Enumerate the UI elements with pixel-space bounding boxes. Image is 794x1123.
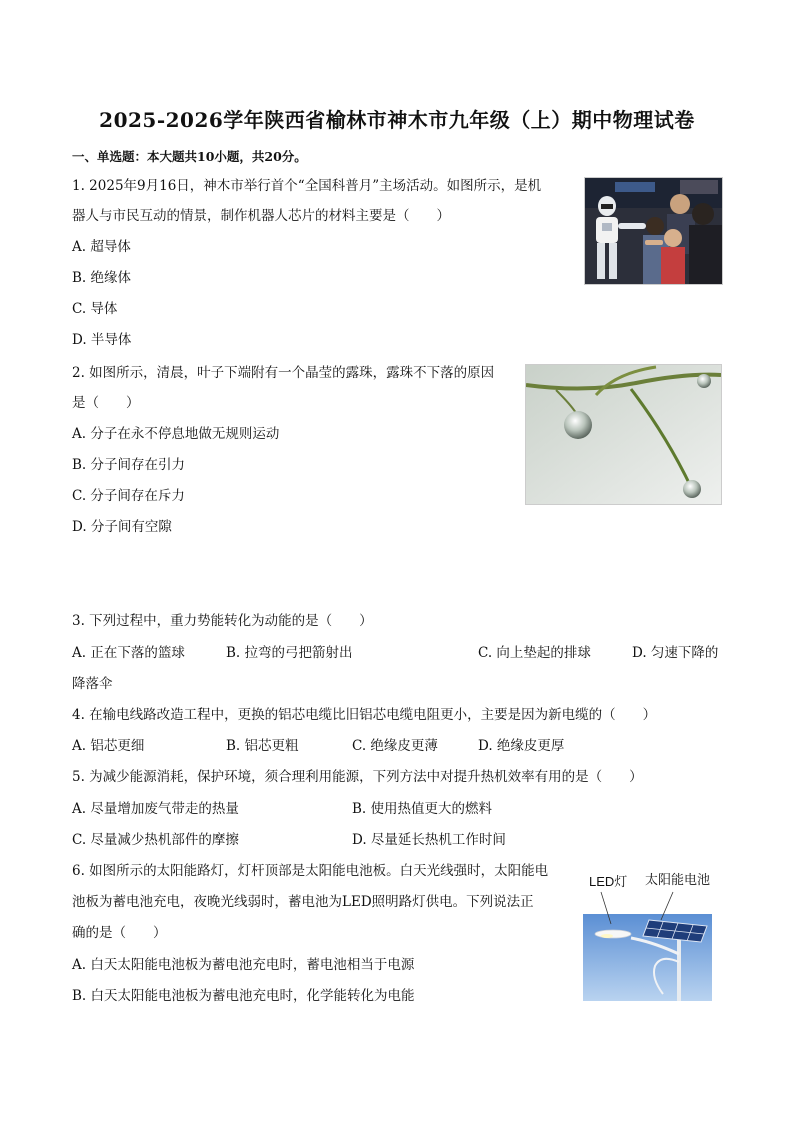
page-title: 2025-2026学年陕西省榆林市神木市九年级（上）期中物理试卷 [99,108,695,132]
figure-leader-lines [583,888,712,928]
q1-option-a: A. 超导体 [72,239,131,255]
q5-option-c: C. 尽量减少热机部件的摩擦 [72,832,239,848]
section-heading: 一、单选题：本大题共10小题，共20分。 [72,149,307,164]
robot-photo [584,177,723,285]
q6-stem-line3: 确的是（ ） [72,925,167,941]
q3-option-b: B. 拉弯的弓把箭射出 [226,645,353,661]
q1-stem-line1: 1. 2025年9月16日，神木市举行首个“全国科普月”主场活动。如图所示，是机 [72,178,542,194]
q4-option-d: D. 绝缘皮更厚 [478,738,565,754]
q2-stem-line2: 是（ ） [72,395,140,411]
q2-stem-line1: 2. 如图所示，清晨，叶子下端附有一个晶莹的露珠，露珠不下落的原因 [72,365,495,381]
q1-option-b: B. 绝缘体 [72,270,132,286]
q3-option-a: A. 正在下落的篮球 [72,645,185,661]
solar-panel-label: 太阳能电池 [645,872,711,887]
q3-option-d: D. 匀速下降的 [632,645,719,661]
q1-option-d: D. 半导体 [72,332,132,348]
led-label: LED灯 [589,874,628,889]
q5-option-a: A. 尽量增加废气带走的热量 [72,801,239,817]
q2-option-b: B. 分子间存在引力 [72,457,186,473]
dewdrop-photo [525,364,722,505]
q4-option-b: B. 铝芯更粗 [226,738,299,754]
q2-option-d: D. 分子间有空隙 [72,519,172,535]
q6-option-a: A. 白天太阳能电池板为蓄电池充电时，蓄电池相当于电源 [72,957,415,973]
q1-stem-line2: 器人与市民互动的情景，制作机器人芯片的材料主要是（ ） [72,208,450,224]
q6-stem-line2: 池板为蓄电池充电，夜晚光线弱时，蓄电池为LED照明路灯供电。下列说法正 [72,894,534,910]
q4-stem: 4. 在输电线路改造工程中，更换的铝芯电缆比旧铝芯电缆电阻更小，主要是因为新电缆的（ ） [72,707,657,723]
q3-option-d-wrap: 降落伞 [72,676,113,692]
q5-option-b: B. 使用热值更大的燃料 [352,801,493,817]
q5-option-d: D. 尽量延长热机工作时间 [352,832,506,848]
q4-option-a: A. 铝芯更细 [72,738,145,754]
q2-option-c: C. 分子间存在斥力 [72,488,185,504]
q6-option-b: B. 白天太阳能电池板为蓄电池充电时，化学能转化为电能 [72,988,415,1004]
q2-option-a: A. 分子在永不停息地做无规则运动 [72,426,280,442]
q6-stem-line1: 6. 如图所示的太阳能路灯，灯杆顶部是太阳能电池板。白天光线强时，太阳能电 [72,863,549,879]
q5-stem: 5. 为减少能源消耗，保护环境，须合理利用能源，下列方法中对提升热机效率有用的是（ ） [72,769,643,785]
q3-option-c: C. 向上垫起的排球 [478,645,591,661]
q4-option-c: C. 绝缘皮更薄 [352,738,438,754]
q1-option-c: C. 导体 [72,301,118,317]
q3-stem: 3. 下列过程中，重力势能转化为动能的是（ ） [72,613,373,629]
